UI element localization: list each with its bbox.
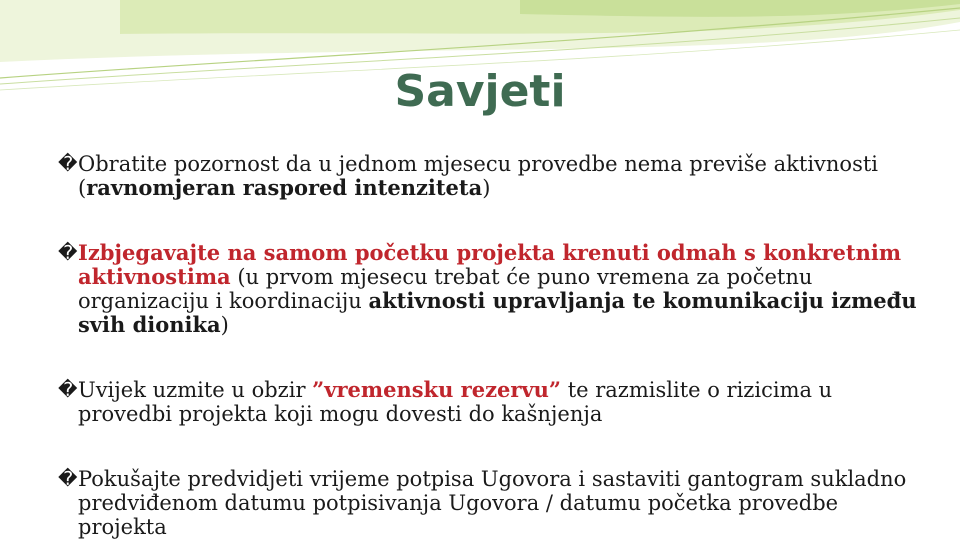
bullet-text-segment: aktivnosti upravljanja te komunikaciju između svih dionika <box>78 288 917 337</box>
bullet-text-segment: ) <box>482 176 491 200</box>
bullet-item <box>58 467 928 539</box>
bullet-text-segment: Pokušajte predvidjeti vrijeme potpisa Ugovora i sastaviti gantogram sukladno predviđenom datumu potpisivanja Ugovora / datumu početka provedbe projekta <box>78 467 907 539</box>
bullet-marker-icon: � <box>58 242 78 264</box>
bullet-item <box>58 152 928 200</box>
bullet-text-segment: Uvijek uzmite u obzir <box>78 378 313 402</box>
bullet-item <box>58 241 928 337</box>
bullet-list <box>58 152 928 540</box>
bullet-text-segment: (u prvom mjesecu trebat će puno vremena za početnu organizaciju i koordinaciju <box>78 265 813 313</box>
bullet-text-segment: Obratite pozornost da u jednom mjesecu provedbe nema previše aktivnosti ( <box>78 152 878 200</box>
slide-title: Savjeti <box>394 66 566 117</box>
bullet-text-segment: ”vremensku rezervu” <box>312 377 562 402</box>
bullet-text-segment: ) <box>220 313 229 337</box>
bullet-marker-icon: � <box>58 468 78 490</box>
bullet-marker-icon: � <box>58 153 78 175</box>
bullet-marker-icon: � <box>58 379 78 401</box>
bullet-text-segment: ravnomjeran raspored intenziteta <box>86 175 483 200</box>
bullet-item <box>58 378 928 426</box>
bullet-text-segment: te razmislite o rizicima u provedbi projekta koji mogu dovesti do kašnjenja <box>78 378 833 426</box>
bullet-text-segment: Izbjegavajte na samom početku projekta krenuti odmah s konkretnim aktivnostima <box>78 240 902 289</box>
